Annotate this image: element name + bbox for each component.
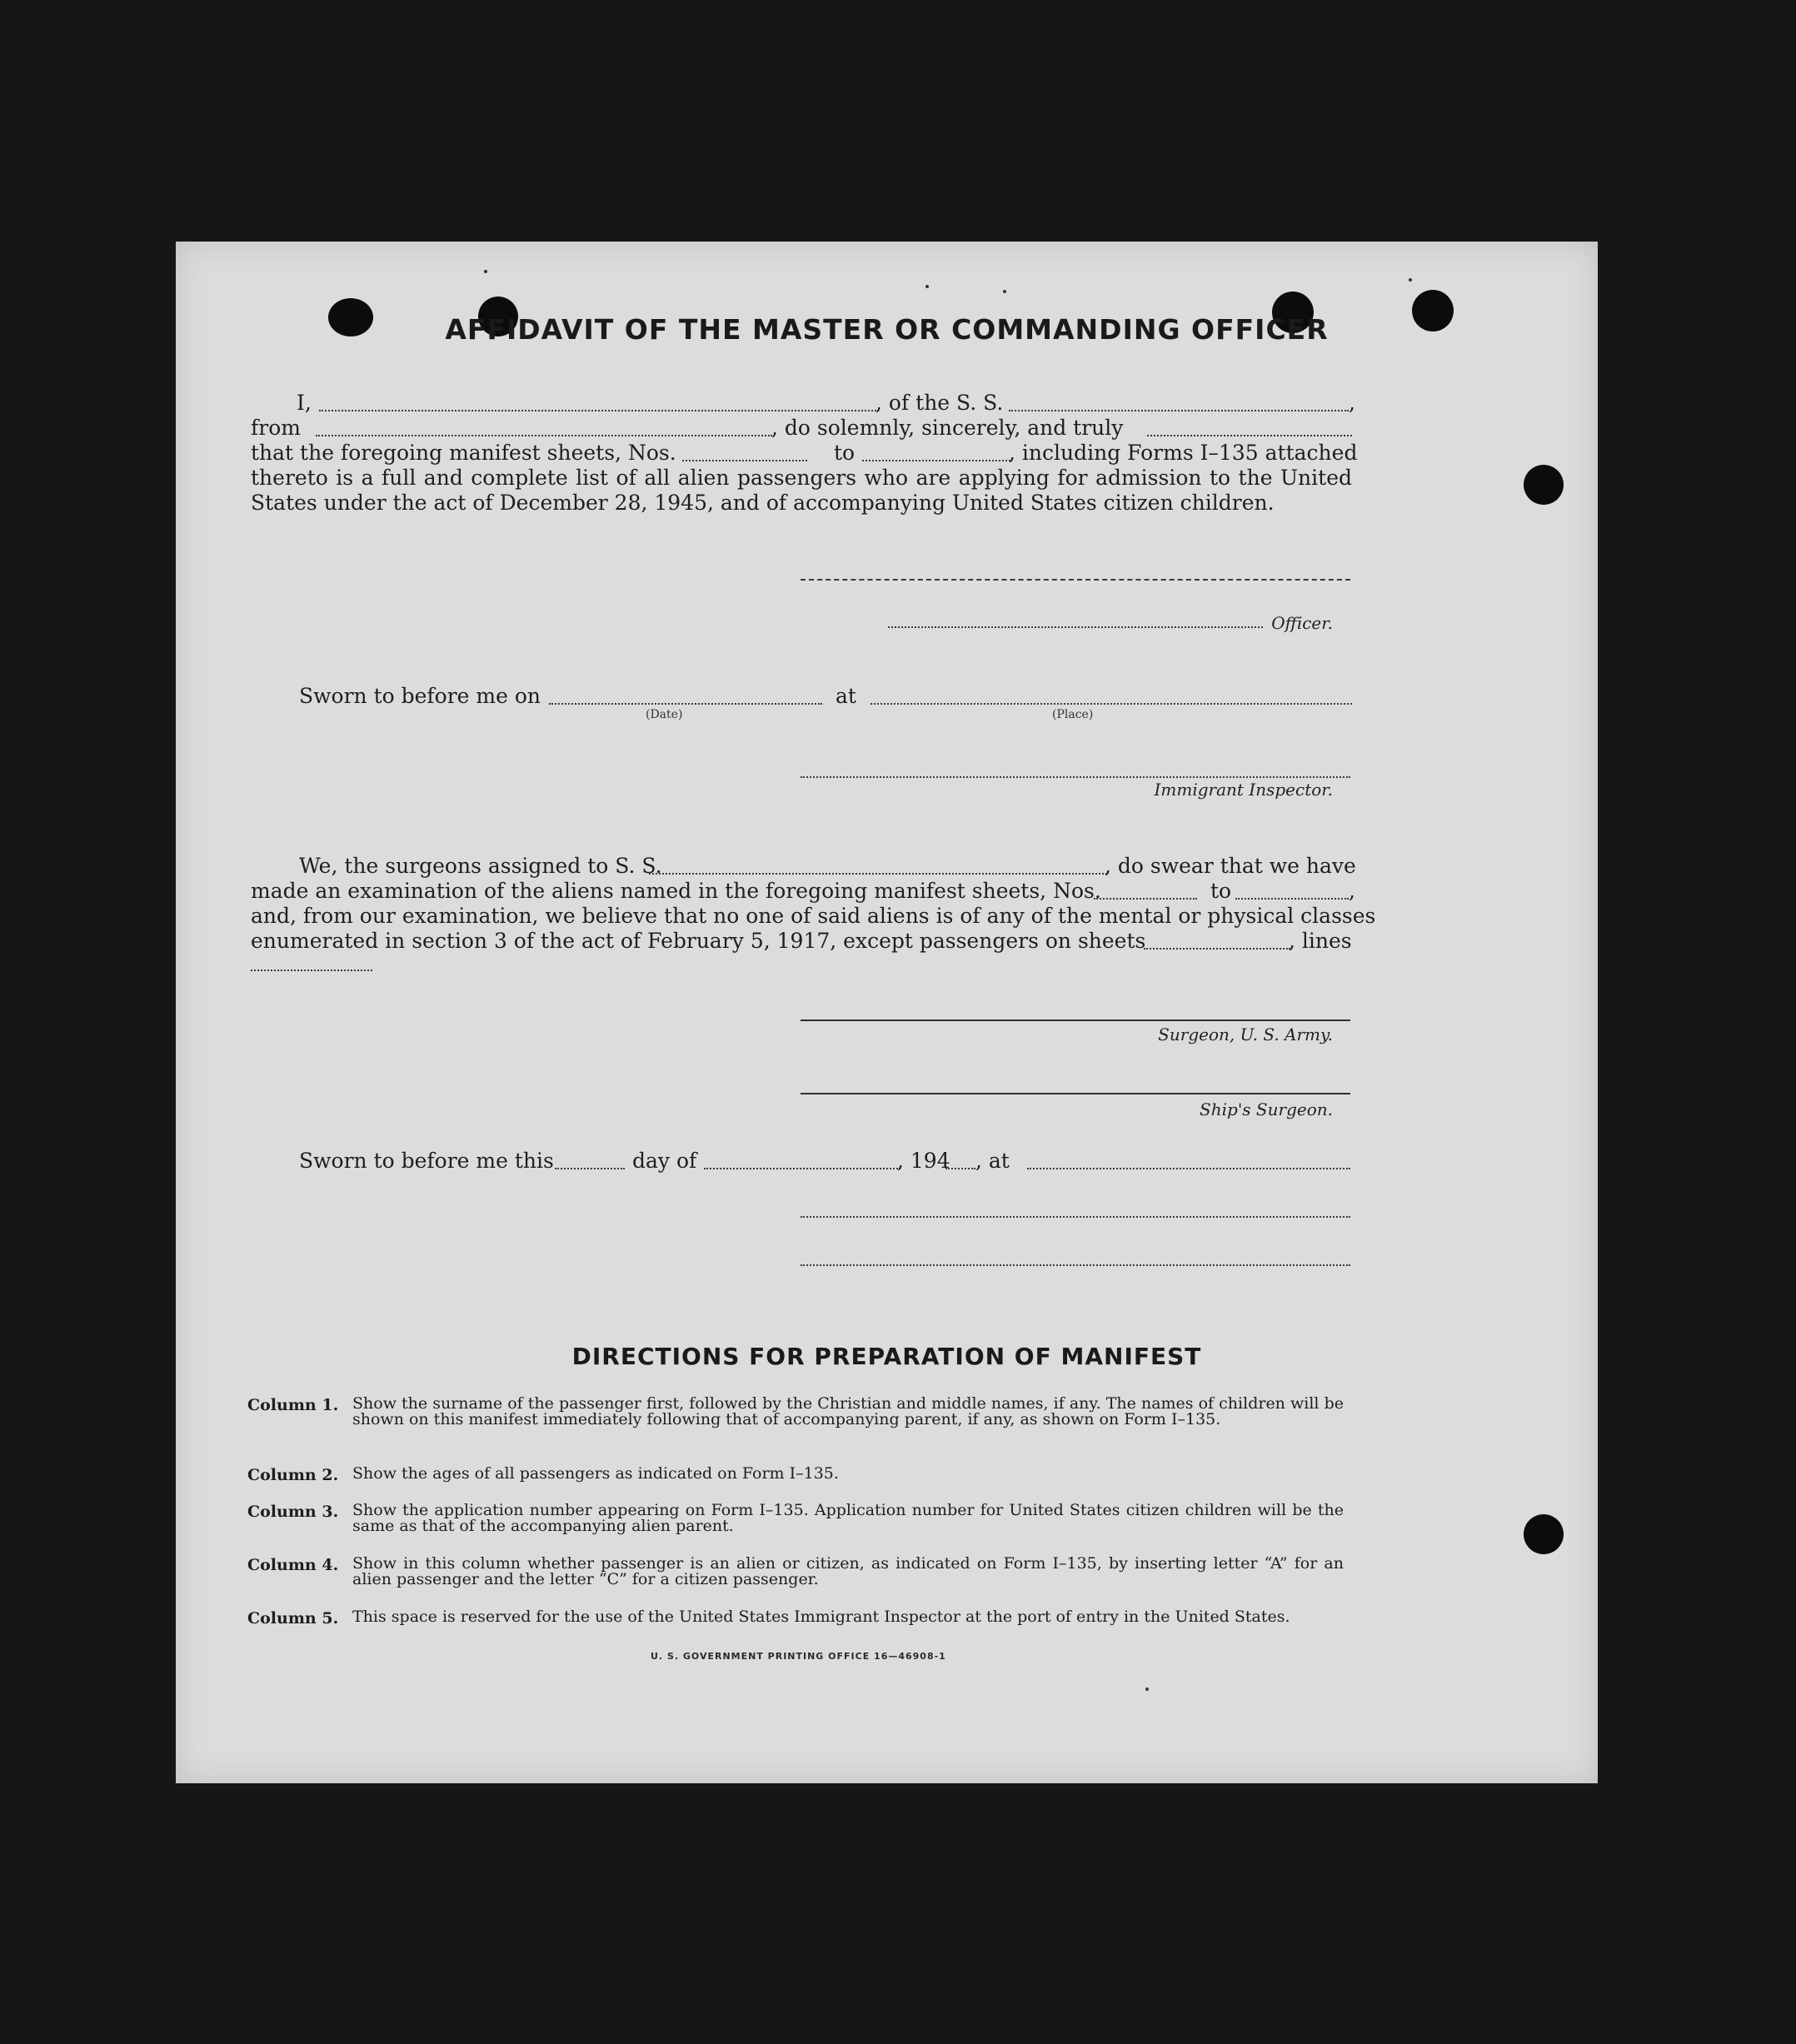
officer-label: Officer. <box>1271 613 1333 633</box>
text: enumerated in section 3 of the act of February 5, 1917, except passengers on sheets <box>251 929 1146 953</box>
text: , do solemnly, sincerely, and truly <box>771 416 1124 440</box>
column-label: Column 3. <box>247 1503 339 1521</box>
text: to <box>1210 879 1232 903</box>
text: at <box>836 684 856 708</box>
text: , of the S. S. <box>876 391 1004 415</box>
column-text: Show the application number appearing on Form I–135. Application number for United States citizen children will be the same as that of the accompanying alien parent. <box>352 1501 1344 1535</box>
text: States under the act of December 28, 1945, and of accompanying United States citizen children. <box>251 491 1275 515</box>
column-text: Show the surname of the passenger first, followed by the Christian and middle names, if any. The names of children will be shown on this manifest immediately following that of accompanying parent, if any, as shown on Form I–135. <box>352 1394 1344 1428</box>
printing-office-imprint: U. S. GOVERNMENT PRINTING OFFICE 16—46908-1 <box>651 1651 946 1662</box>
punch-hole <box>1524 1514 1564 1554</box>
column-text: This space is reserved for the use of the United States Immigrant Inspector at the port of entry in the United States. <box>352 1608 1290 1626</box>
affidavit-title: AFFIDAVIT OF THE MASTER OR COMMANDING OFFICER <box>445 313 1329 346</box>
text: I, <box>297 391 312 415</box>
immigrant-inspector-label: Immigrant Inspector. <box>1154 780 1333 800</box>
form-page <box>176 242 1598 1783</box>
text: day of <box>632 1149 697 1173</box>
text: , including Forms I–135 attached <box>1009 441 1358 465</box>
text: , 194 <box>897 1149 950 1173</box>
column-label: Column 4. <box>247 1556 339 1574</box>
ship-surgeon-label: Ship's Surgeon. <box>1200 1099 1333 1119</box>
text: thereto is a full and complete list of all alien passengers who are applying for admission to the United <box>251 466 1352 490</box>
text: from <box>251 416 301 440</box>
text: and, from our examination, we believe that no one of said aliens is of any of the mental or physical classes <box>251 904 1376 928</box>
text: that the foregoing manifest sheets, Nos. <box>251 441 676 465</box>
column-text: Show in this column whether passenger is an alien or citizen, as indicated on Form I–135, by inserting letter “A” for an alien passenger and the letter “C” for a citizen passenger. <box>352 1554 1344 1588</box>
place-caption: (Place) <box>1052 708 1094 721</box>
text: , <box>1349 391 1355 415</box>
text: , at <box>975 1149 1010 1173</box>
text: , do swear that we have <box>1105 854 1356 878</box>
text: Sworn to before me this <box>299 1149 554 1173</box>
army-surgeon-label: Surgeon, U. S. Army. <box>1158 1024 1333 1044</box>
column-label: Column 2. <box>247 1466 339 1484</box>
text: Sworn to before me on <box>299 684 541 708</box>
text: to <box>834 441 856 465</box>
text: , <box>1349 879 1355 903</box>
text: made an examination of the aliens named in the foregoing manifest sheets, Nos. <box>251 879 1101 903</box>
column-label: Column 5. <box>247 1609 339 1628</box>
column-label: Column 1. <box>247 1396 339 1414</box>
column-text: Show the ages of all passengers as indicated on Form I–135. <box>352 1464 839 1483</box>
text: We, the surgeons assigned to S. S. <box>299 854 662 878</box>
directions-title: DIRECTIONS FOR PREPARATION OF MANIFEST <box>571 1343 1202 1370</box>
date-caption: (Date) <box>646 708 683 721</box>
text: , lines <box>1289 929 1352 953</box>
punch-hole <box>1524 465 1564 505</box>
